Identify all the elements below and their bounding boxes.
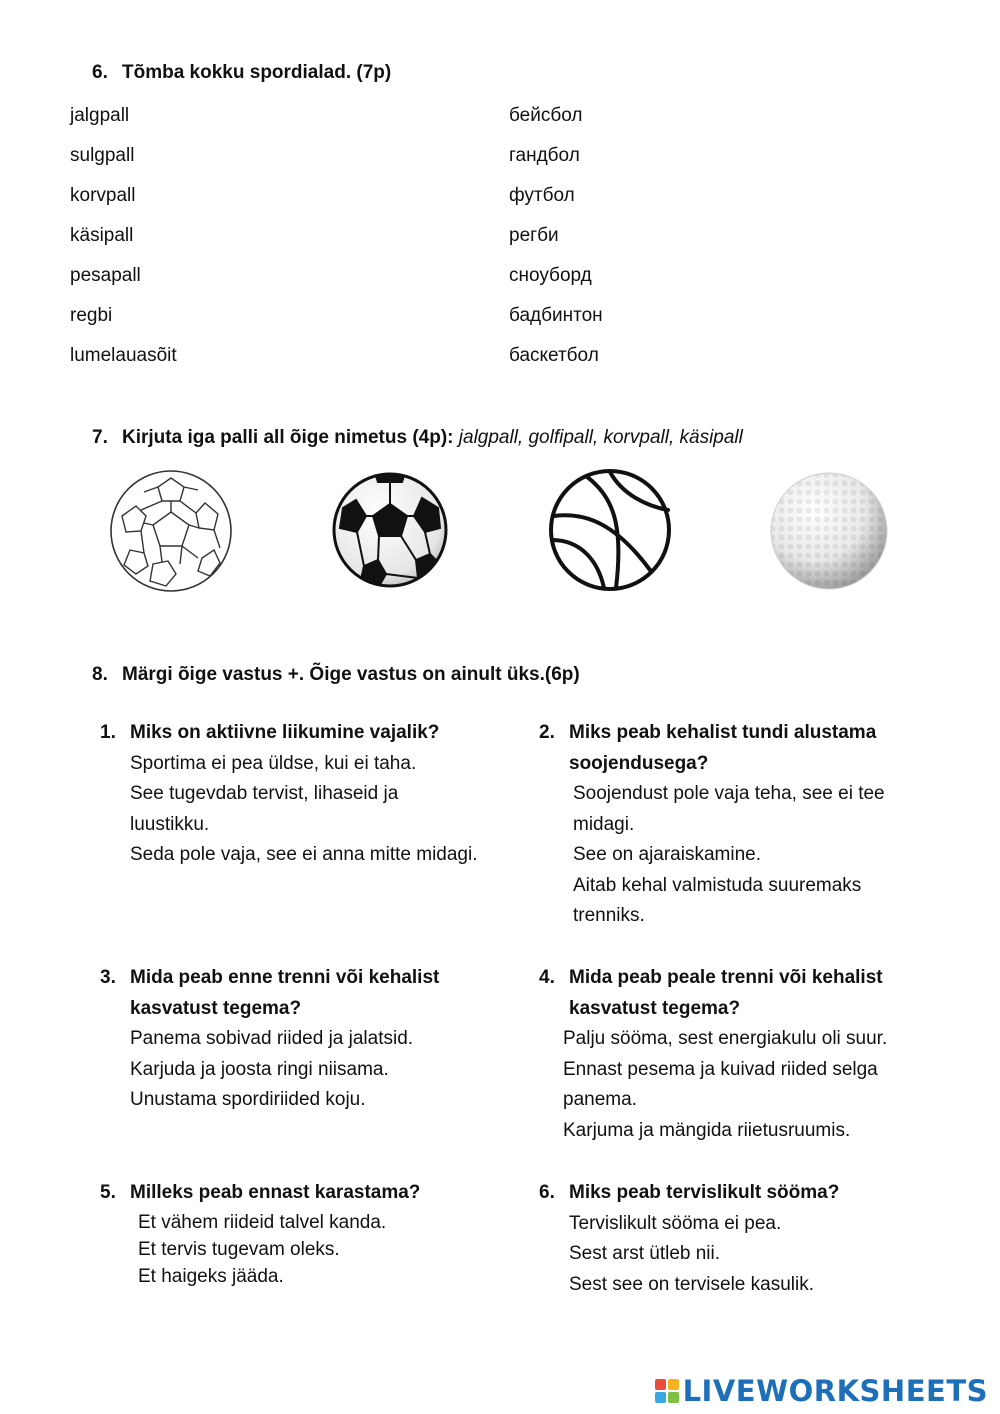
liveworksheets-logo <box>655 1374 988 1408</box>
answer-option[interactable]: Tervislikult sööma ei pea. <box>569 1212 782 1234</box>
sport-word-ru[interactable]: футбол <box>509 185 575 206</box>
answer-option[interactable]: Karjuda ja joosta ringi niisama. <box>130 1058 389 1080</box>
sport-word-et[interactable]: sulgpall <box>70 145 135 166</box>
question-2 <box>539 718 919 932</box>
section-7-title: Kirjuta iga palli all õige nimetus (4p): <box>122 427 454 448</box>
answer-option[interactable]: See on ajaraiskamine. <box>573 844 761 865</box>
section-7-word-list: jalgpall, golfipall, korvpall, käsipall <box>453 427 743 448</box>
question-1 <box>100 718 510 871</box>
answer-option[interactable]: Aitab kehal valmistuda suuremaks trenniks. <box>573 874 862 926</box>
sport-word-ru[interactable]: бейсбол <box>509 105 583 126</box>
section-6-number: 6. <box>92 62 108 83</box>
sport-word-ru[interactable]: регби <box>509 225 559 246</box>
sport-word-ru[interactable]: гандбол <box>509 145 580 166</box>
answer-option[interactable]: Palju sööma, sest energiakulu oli suur. <box>563 1028 888 1049</box>
question-title: 2. Miks peab kehalist tundi alustama soojendusega? <box>539 722 877 774</box>
section-8-title: Märgi õige vastus +. Õige vastus on ainult üks.(6p) <box>122 664 580 685</box>
section-8-number: 8. <box>92 664 108 685</box>
liveworksheets-icon <box>655 1379 679 1403</box>
basketball-image <box>546 466 674 594</box>
soccer-ball-image <box>330 470 450 590</box>
sport-word-et[interactable]: jalgpall <box>70 105 130 126</box>
sport-word-et[interactable]: käsipall <box>70 225 134 246</box>
sport-word-et[interactable]: lumelauasõit <box>70 345 177 366</box>
answer-option[interactable]: See tugevdab tervist, lihaseid ja luustikku. <box>130 783 399 835</box>
answer-option[interactable]: Ennast pesema ja kuivad riided selga panema. <box>563 1058 878 1110</box>
answer-option[interactable]: Sest arst ütleb nii. <box>569 1243 721 1264</box>
sport-word-et[interactable]: pesapall <box>70 265 141 286</box>
question-title: 4. Mida peab peale trenni või kehalist kasvatust tegema? <box>539 967 883 1019</box>
sport-word-ru[interactable]: баскетбол <box>509 345 599 366</box>
answer-option[interactable]: Et haigeks jääda. <box>138 1265 284 1287</box>
question-title: 1. Miks on aktiivne liikumine vajalik? <box>100 722 440 743</box>
question-4 <box>539 963 919 1146</box>
section-6-title: Tõmba kokku spordialad. (7p) <box>122 62 392 83</box>
question-title: 5. Milleks peab ennast karastama? <box>100 1182 421 1203</box>
sport-word-ru[interactable]: бадбинтон <box>509 305 603 326</box>
answer-option[interactable]: Panema sobivad riided ja jalatsid. <box>130 1028 414 1049</box>
section-7-heading <box>92 427 743 449</box>
answer-option[interactable]: Et tervis tugevam oleks. <box>138 1238 340 1260</box>
answer-option[interactable]: Karjuma ja mängida riietusruumis. <box>563 1119 851 1141</box>
answer-option[interactable]: Seda pole vaja, see ei anna mitte midagi. <box>130 844 478 865</box>
answer-option[interactable]: Et vähem riideid talvel kanda. <box>138 1211 387 1233</box>
liveworksheets-wordmark: LIVEWORKSHEETS <box>682 1374 988 1408</box>
section-8-heading <box>92 664 580 686</box>
handball-image <box>108 468 234 594</box>
section-7-number: 7. <box>92 427 108 448</box>
answer-option[interactable]: Unustama spordiriided koju. <box>130 1089 366 1110</box>
answer-option[interactable]: Soojendust pole vaja teha, see ei tee midagi. <box>573 783 885 835</box>
answer-option[interactable]: Sportima ei pea üldse, kui ei taha. <box>130 752 417 774</box>
question-6 <box>539 1178 919 1300</box>
question-title: 3. Mida peab enne trenni või kehalist kasvatust tegema? <box>100 967 440 1019</box>
answer-option[interactable]: Sest see on tervisele kasulik. <box>569 1273 815 1295</box>
question-3 <box>100 963 500 1116</box>
section-6-heading <box>92 62 391 84</box>
sport-word-ru[interactable]: сноуборд <box>509 265 592 286</box>
sport-word-et[interactable]: regbi <box>70 305 113 326</box>
sport-word-et[interactable]: korvpall <box>70 185 136 206</box>
golf-ball-image <box>768 470 890 592</box>
question-title: 6. Miks peab tervislikult sööma? <box>539 1182 840 1203</box>
question-5 <box>100 1178 500 1290</box>
